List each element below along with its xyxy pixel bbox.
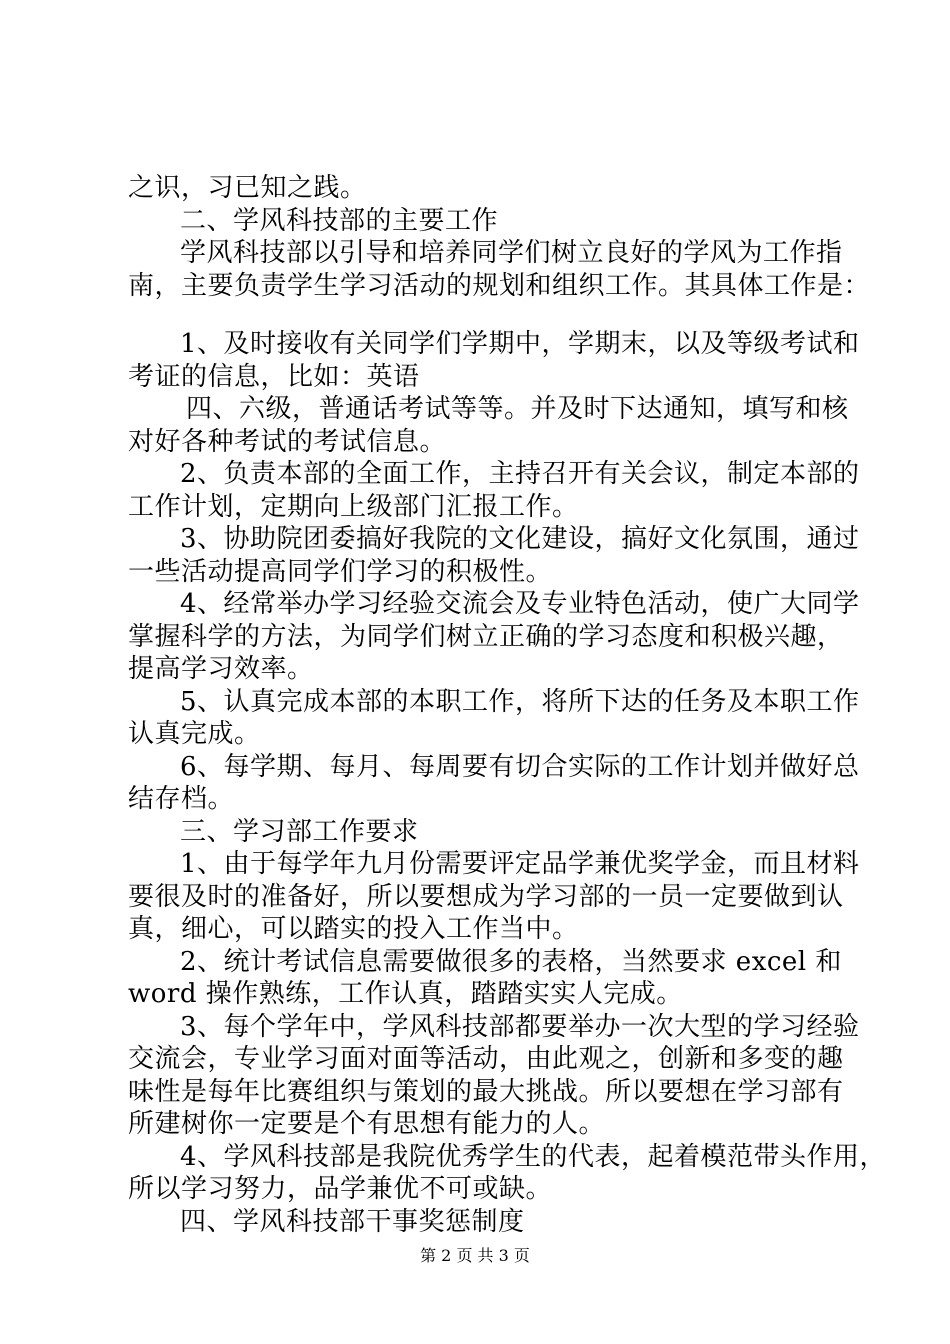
text-line: 4、经常举办学习经验交流会及专业特色活动，使广大同学 — [180, 589, 860, 619]
text-line: 学风科技部以引导和培养同学们树立良好的学风为工作指 — [180, 238, 843, 268]
section-heading: 二、学风科技部的主要工作 — [180, 205, 499, 236]
text-line: 四、六级，普通话考试等等。并及时下达通知，填写和核 — [186, 394, 849, 424]
text-line: 掌握科学的方法，为同学们树立正确的学习态度和积极兴趣， — [128, 621, 844, 652]
text-line: 南，主要负责学生学习活动的规划和组织工作。其具体工作是： — [128, 270, 871, 301]
text-line: 真，细心，可以踏实的投入工作当中。 — [128, 914, 579, 944]
text-line: 味性是每年比赛组织与策划的最大挑战。所以要想在学习部有 — [128, 1076, 844, 1107]
text-line: 1、由于每学年九月份需要评定品学兼优奖学金，而且材料 — [180, 849, 860, 879]
text-line: 3、协助院团委搞好我院的文化建设，搞好文化氛围，通过 — [180, 524, 860, 554]
document-body — [128, 172, 887, 1238]
text-line: 2、统计考试信息需要做很多的表格，当然要求 excel 和 — [180, 946, 842, 977]
text-line: word 操作熟练，工作认真，踏踏实实人完成。 — [128, 979, 683, 1009]
text-line: 所建树你一定要是个有思想有能力的人。 — [128, 1109, 606, 1139]
section-heading: 四、学风科技部干事奖惩制度 — [180, 1206, 525, 1237]
text-line: 要很及时的准备好，所以要想成为学习部的一员一定要做到认 — [128, 881, 844, 912]
text-line: 提高学习效率。 — [128, 654, 314, 684]
text-line: 认真完成。 — [128, 719, 261, 749]
text-line: 所以学习努力，品学兼优不可或缺。 — [128, 1174, 553, 1204]
page-number-footer: 第 2 页 共 3 页 — [420, 1246, 530, 1265]
text-line: 6、每学期、每月、每周要有切合实际的工作计划并做好总 — [180, 751, 860, 782]
section-heading: 三、学习部工作要求 — [180, 816, 419, 847]
text-line: 5、认真完成本部的本职工作，将所下达的任务及本职工作 — [180, 686, 860, 717]
text-line: 3、每个学年中，学风科技部都要举办一次大型的学习经验 — [180, 1011, 860, 1042]
text-line: 4、学风科技部是我院优秀学生的代表，起着模范带头作用， — [180, 1141, 887, 1172]
paragraph-gap — [128, 302, 838, 328]
text-line: 2、负责本部的全面工作，主持召开有关会议，制定本部的 — [180, 459, 860, 489]
text-line: 一些活动提高同学们学习的积极性。 — [128, 556, 553, 587]
text-line: 对好各种考试的考试信息。 — [128, 426, 447, 457]
text-line: 考证的信息，比如：英语 — [128, 361, 420, 392]
text-line: 1、及时接收有关同学们学期中，学期末，以及等级考试和 — [180, 329, 860, 359]
text-line: 结存档。 — [128, 784, 235, 814]
text-line: 交流会，专业学习面对面等活动，由此观之，创新和多变的趣 — [128, 1044, 844, 1074]
text-line: 工作计划，定期向上级部门汇报工作。 — [128, 491, 579, 522]
text-line: 之识，习已知之践。 — [128, 173, 367, 203]
